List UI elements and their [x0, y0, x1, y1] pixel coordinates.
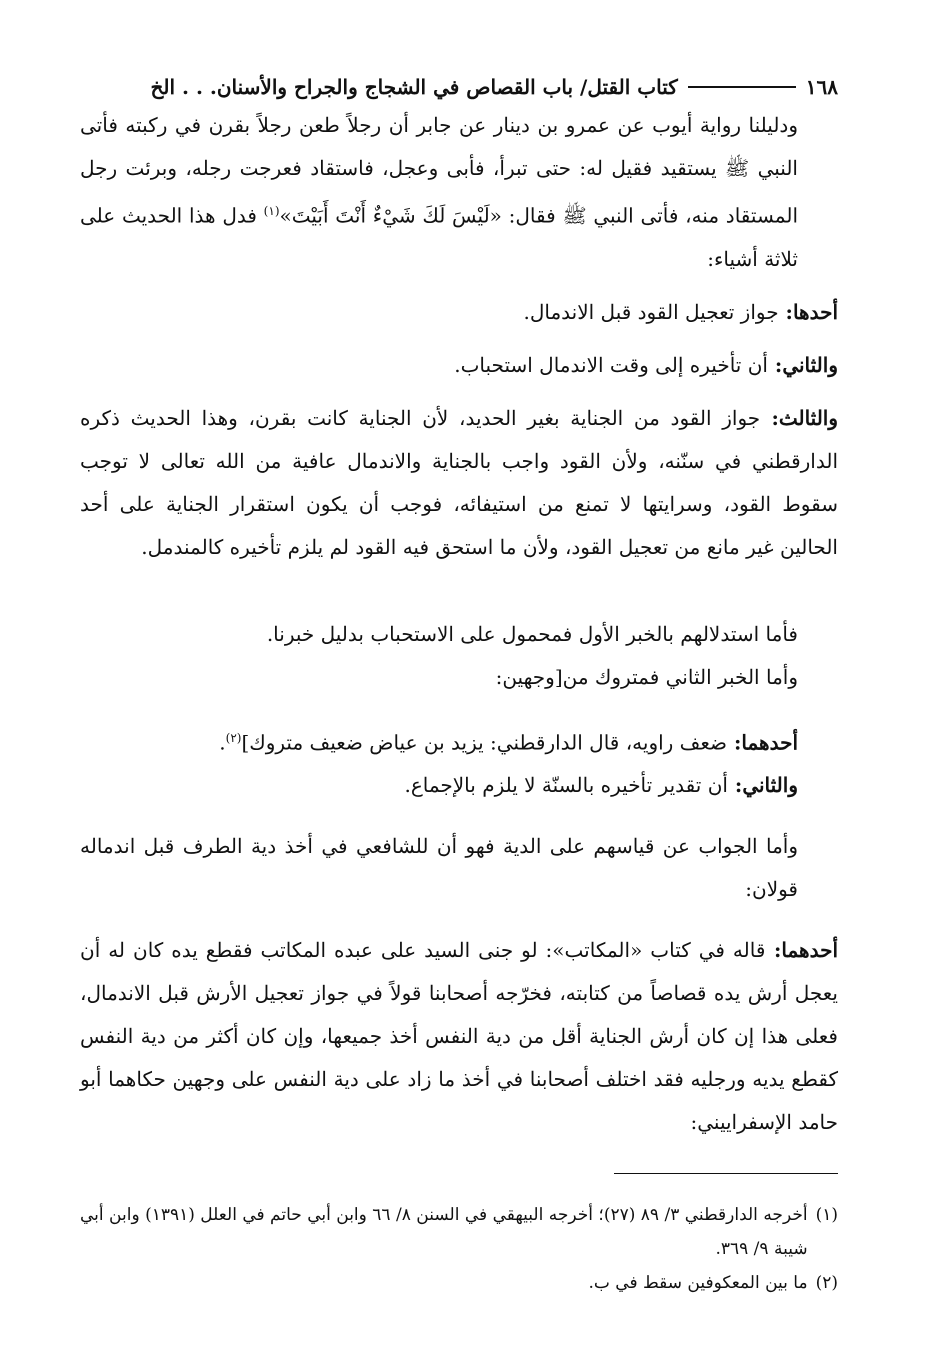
reason-first: [80, 717, 838, 765]
footnote-2: [80, 1266, 838, 1300]
paragraph-evidence: [80, 104, 838, 281]
page-number: ١٦٨: [805, 75, 838, 99]
point-third: [80, 397, 838, 569]
paragraph-answer: وأما الجواب عن قياسهم على الدية فهو أن للشافعي في أخذ دية الطرف قبل اندماله قولان:: [80, 834, 798, 902]
footnote-ref-1: (١): [263, 204, 280, 218]
reason-first-text: ضعف راويه، قال الدارقطني: يزيد بن عياض ضعيف متروك]: [241, 730, 728, 755]
paragraph-first-report: فأما استدلالهم بالخبر الأول فمحمول على الاستحباب بدليل خبرنا.: [266, 621, 798, 646]
evidence-tail: فدل هذا الحديث على ثلاثة أشياء:: [80, 203, 798, 271]
last-lead: أحدهما:: [765, 938, 839, 963]
footnote-1-text: أخرجه الدارقطني ٣/ ٨٩ (٢٧)؛ أخرجه البيهقي في السنن ٨/ ٦٦ وابن أبي حاتم في العلل (١٣٩١) وابن أبي شيبة ٩/ ٣٦٩.: [80, 1205, 808, 1259]
footnote-1-number: (١): [815, 1205, 838, 1225]
header-title: كتاب القتل/ باب القصاص في الشجاج والجراح والأسنان. . . الخ: [150, 75, 678, 99]
point-second: [80, 344, 838, 387]
reason-second: [80, 764, 838, 807]
footnote-separator: [614, 1173, 838, 1174]
page: [80, 70, 839, 1293]
reason-first-end: .: [219, 730, 226, 755]
point-second-lead: والثاني:: [767, 352, 838, 377]
footnote-2-number: (٢): [815, 1273, 838, 1293]
point-first-lead: أحدها:: [778, 299, 838, 324]
reason-second-lead: والثاني:: [727, 773, 798, 798]
point-first-text: جواز تعجيل القود قبل الاندمال.: [523, 299, 779, 324]
footnote-ref-2: (٢): [225, 730, 242, 745]
point-second-text: أن تأخيره إلى وقت الاندمال استحباب.: [454, 352, 768, 377]
paragraph-last: [80, 929, 838, 1144]
running-header: [80, 70, 838, 104]
evidence-text: ودليلنا رواية أيوب عن عمرو بن دينار عن جابر أن رجلاً طعن رجلاً بقرن في ركبته فأتى النبي ﷺ يستقيد فقيل له: حتى تبرأ، فأبى وعجل، فاستقاد فعرجت رجله، وبرئت رجل المستقاد منه، فأتى النبي ﷺ فقال: «لَيْسَ لَكَ شَيْءٌ أَنْتَ أَبَيْتَ»: [80, 113, 799, 228]
reason-second-text: أن تقدير تأخيره بالسنّة لا يلزم بالإجماع.: [404, 773, 728, 798]
reason-first-lead: أحدهما:: [727, 730, 798, 755]
last-text: قاله في كتاب «المكاتب»: لو جنى السيد على عبده المكاتب فقطع يده كان له أن يعجل أرش يده قصاصاً من كتابته، فخرّجه أصحابنا قولاً في جواز تعجيل الأرش قبل الاندمال، فعلى هذا إن كان أرش الجناية أقل من دية النفس أخذ جميعها، وإن كان أكثر من دية النفس كقطع يديه ورجليه فقد اختلف أصحابنا في أخذ ما زاد على دية النفس على وجهين حكاهما أبو حامد الإسفراييني:: [80, 938, 839, 1135]
point-third-text: جواز القود من الجناية بغير الحديد، لأن الجناية كانت بقرن، وهذا الحديث ذكره الدارقطني في سنّنه، ولأن القود واجب بالجناية والاندمال عافية من الله تعالى لا توجب سقوط القود، وسرايتها لا تمنع من استيفائه، فوجب أن يكون استقرار الجناية على أحد الحالين غير مانع من تعجيل القود، ولأن ما استحق فيه القود لم يلزم تأخيره كالمندمل.: [80, 405, 838, 559]
footnote-1: [80, 1198, 838, 1266]
paragraph-second-report: وأما الخبر الثاني فمتروك من[وجهين:: [495, 664, 798, 689]
footnote-2-text: ما بين المعكوفين سقط في ب.: [588, 1273, 808, 1293]
point-third-lead: والثالث:: [760, 405, 839, 430]
header-rule: [688, 86, 796, 88]
point-first: [80, 291, 838, 334]
footnotes: [80, 1198, 838, 1300]
